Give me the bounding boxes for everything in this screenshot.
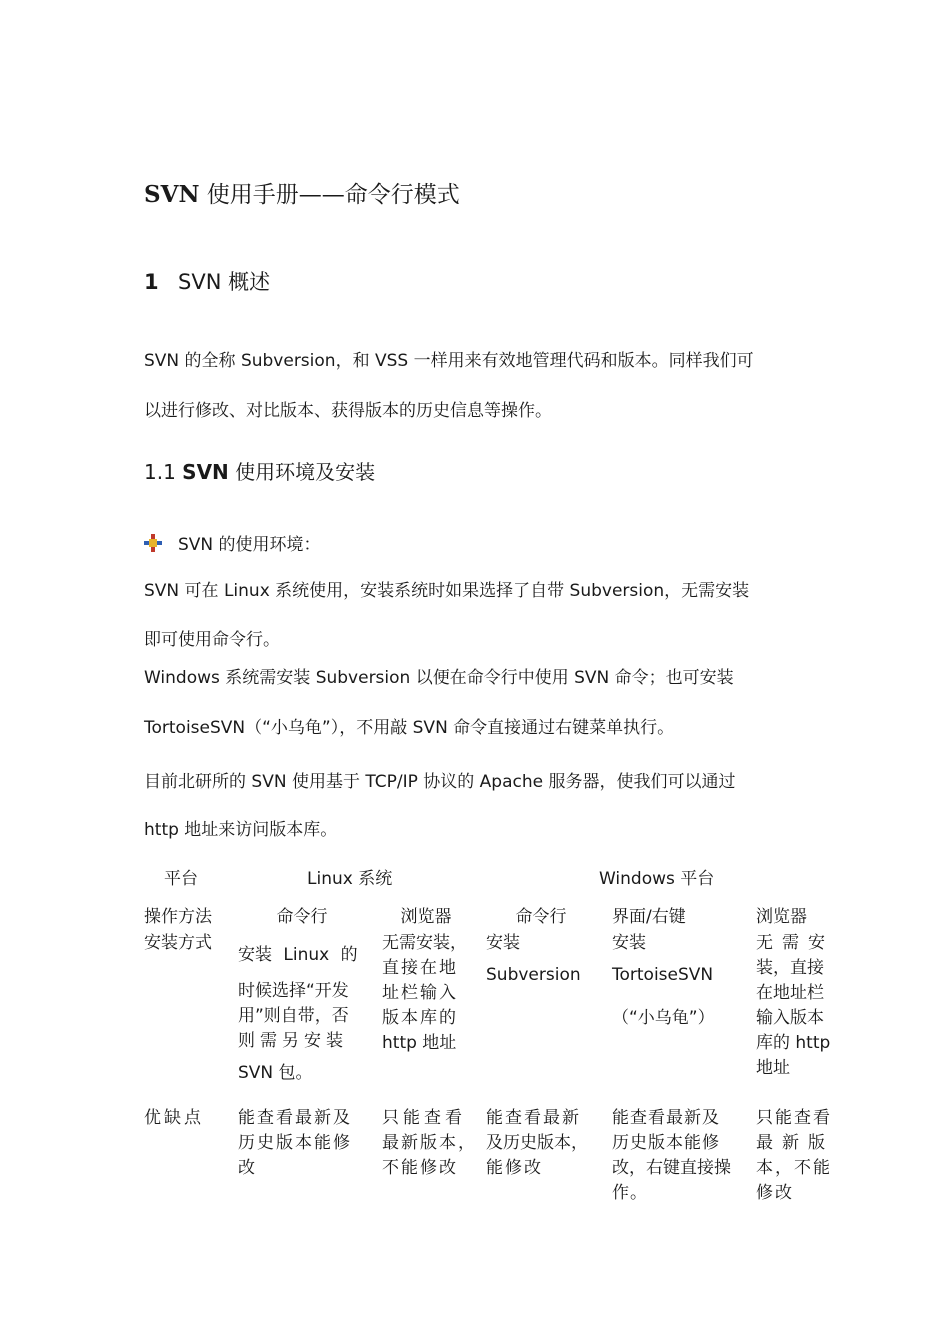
section-1-title: SVN 概述: [178, 270, 271, 294]
method-windows-cli: 命令行: [515, 907, 567, 927]
pros-windows-browser-line: 本，不能: [756, 1158, 832, 1178]
row-label-pros: 优缺点: [144, 1108, 204, 1128]
env-line-4: TortoiseSVN（“小乌龟”），不用敲 SVN 命令直接通过右键菜单执行。: [144, 718, 675, 738]
install-linux-cli-line: 安装 Linux 的: [238, 945, 358, 965]
method-windows-browser: 浏览器: [756, 907, 807, 927]
install-linux-browser-line: 直接在地: [382, 958, 458, 978]
intro-line-1: SVN 的全称 Subversion，和 VSS 一样用来有效地管理代码和版本。同样我们可: [144, 351, 754, 371]
pros-windows-gui: [612, 1106, 731, 1206]
section-1-1-title: 使用环境及安装: [228, 460, 376, 484]
env-line-5: 目前北研所的 SVN 使用基于 TCP/IP 协议的 Apache 服务器，使我们可以通过: [144, 772, 736, 792]
install-windows-browser-line: 输入版本: [756, 1008, 824, 1028]
method-windows-gui: 界面/右键: [612, 907, 686, 927]
install-linux-browser-line: http 地址: [382, 1033, 457, 1053]
env-line-2: 即可使用命令行。: [144, 630, 280, 650]
pros-linux-cli-line: 能查看最新及: [238, 1108, 352, 1128]
install-windows-browser-line: 无需安: [756, 933, 834, 953]
install-windows-browser-line: 库的 http: [756, 1033, 831, 1053]
pros-windows-cli-line: 能修改: [486, 1158, 543, 1178]
section-1-1-heading: [144, 456, 375, 485]
pros-windows-browser-line: 最新版: [756, 1133, 834, 1153]
title-rest: 使用手册——命令行模式: [199, 182, 460, 208]
pros-windows-gui-line: 历史版本能修: [612, 1133, 720, 1153]
bullet-item: [144, 530, 321, 555]
bullet-text: SVN 的使用环境：: [178, 535, 321, 555]
install-windows-cli: [486, 931, 581, 988]
section-1-number: 1: [144, 270, 159, 294]
install-linux-cli-line: 则需另安装: [238, 1031, 348, 1051]
pros-windows-gui-line: 能查看最新及: [612, 1108, 720, 1128]
document-title: [144, 176, 460, 209]
pros-linux-browser: [382, 1106, 477, 1181]
pros-windows-gui-line: 改，右键直接操: [612, 1158, 731, 1178]
install-windows-browser: [756, 931, 848, 1081]
pros-windows-browser-line: 修改: [756, 1183, 794, 1203]
install-linux-cli-line: 用”则自带，否: [238, 1006, 349, 1026]
install-windows-browser-line: 装，直接: [756, 958, 824, 978]
pros-windows-browser: [756, 1106, 848, 1206]
quad-arrow-bullet-icon: [144, 534, 162, 552]
install-linux-browser-line: 无需安装，: [382, 933, 467, 953]
method-linux-browser: 浏览器: [400, 907, 452, 927]
table-header-windows: Windows 平台: [599, 869, 715, 889]
install-linux-browser: [382, 931, 472, 1056]
install-linux-cli-line: 时候选择“开发: [238, 981, 349, 1001]
install-linux-browser-line: 版本库的: [382, 1008, 458, 1028]
pros-linux-browser-line: 最新版本，: [382, 1133, 477, 1153]
install-windows-gui-line: TortoiseSVN: [612, 965, 714, 985]
pros-linux-browser-line: 不能修改: [382, 1158, 458, 1178]
install-linux-browser-line: 址栏输入: [382, 983, 458, 1003]
pros-windows-cli: [486, 1106, 588, 1181]
pros-linux-cli-line: 改: [238, 1158, 257, 1178]
intro-line-2: 以进行修改、对比版本、获得版本的历史信息等操作。: [144, 401, 552, 421]
install-windows-gui-line: 安装: [612, 933, 646, 953]
pros-linux-cli: [238, 1106, 352, 1181]
pros-windows-gui-line: 作。: [612, 1183, 648, 1203]
table-header-linux: Linux 系统: [307, 869, 393, 889]
install-linux-cli-line: SVN 包。: [238, 1063, 313, 1083]
title-svn: SVN: [144, 181, 200, 208]
section-1-heading: [144, 266, 270, 296]
install-windows-browser-line: 在地址栏: [756, 983, 824, 1003]
row-label-method: 操作方法: [144, 907, 212, 927]
pros-windows-browser-line: 只能查看: [756, 1108, 832, 1128]
install-linux-cli: [238, 943, 366, 1086]
method-linux-cli: 命令行: [276, 907, 328, 927]
section-1-1-number: 1.1: [144, 460, 183, 484]
env-line-3: Windows 系统需安装 Subversion 以便在命令行中使用 SVN 命令；也可安装: [144, 668, 734, 688]
env-line-1: SVN 可在 Linux 系统使用，安装系统时如果选择了自带 Subversion，无需安装: [144, 581, 750, 601]
pros-linux-browser-line: 只能查看: [382, 1108, 466, 1128]
row-label-install: 安装方式: [144, 933, 212, 953]
table-header-platform: 平台: [164, 869, 198, 889]
install-windows-browser-line: 地址: [756, 1058, 790, 1078]
install-windows-gui: [612, 931, 715, 1031]
install-windows-gui-line: （“小乌龟”）: [612, 1008, 715, 1028]
pros-linux-cli-line: 历史版本能修: [238, 1133, 352, 1153]
install-windows-cli-line: 安装: [486, 933, 520, 953]
pros-windows-cli-line: 及历史版本，: [486, 1133, 588, 1153]
section-1-1-svn: SVN: [182, 460, 229, 484]
install-windows-cli-line: Subversion: [486, 965, 581, 985]
pros-windows-cli-line: 能查看最新: [486, 1108, 581, 1128]
env-line-6: http 地址来访问版本库。: [144, 820, 338, 840]
